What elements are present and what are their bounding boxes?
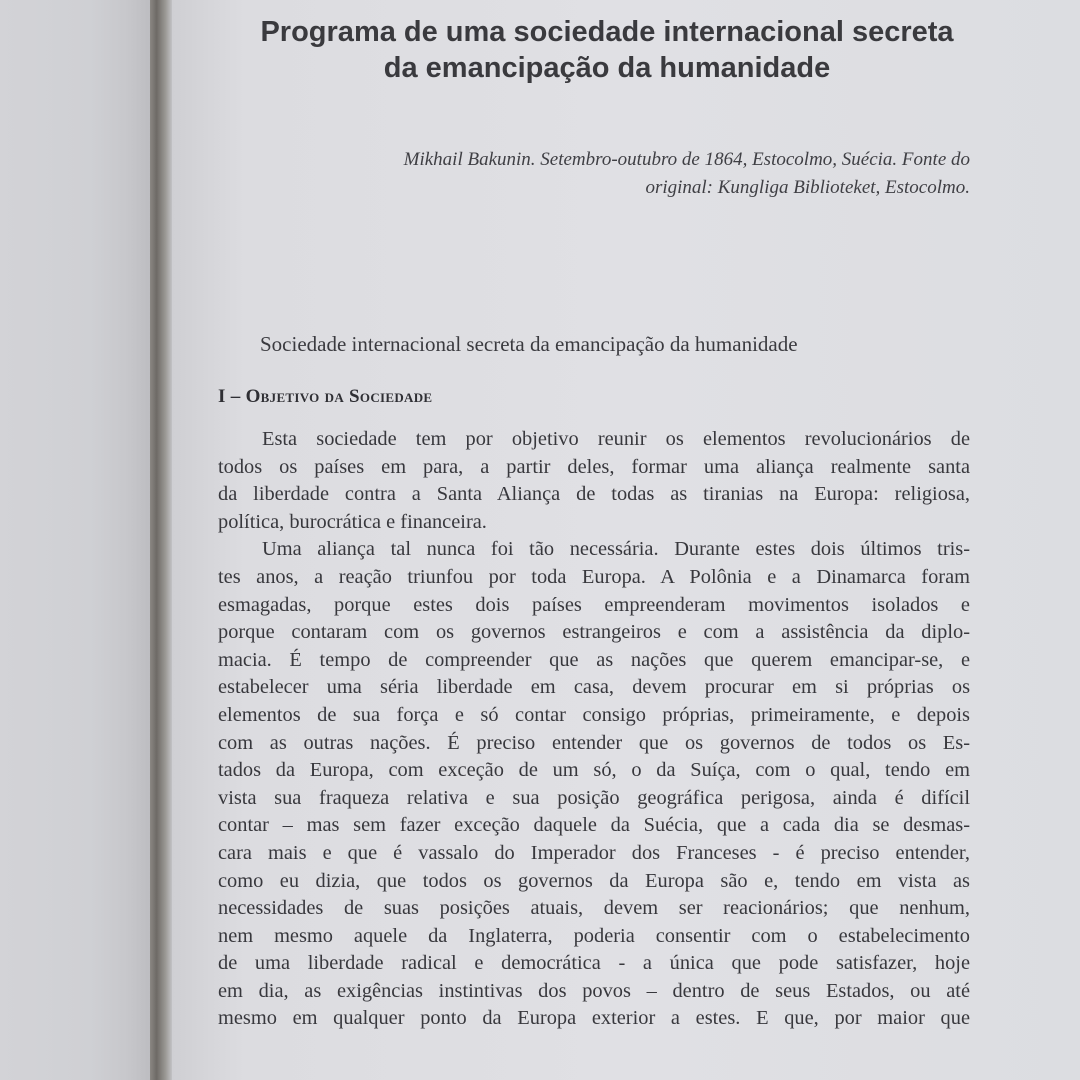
- byline-line-1: Mikhail Bakunin. Setembro-outubro de 1864, Estocolmo, Suécia. Fonte do: [403, 149, 970, 170]
- text-line: estabelecer uma séria liberdade em casa, devem procurar em si próprias os: [218, 676, 970, 699]
- book-page: [172, 0, 1080, 1080]
- text-line: com as outras nações. É preciso entender que os governos de todos os Es-: [218, 731, 970, 754]
- text-line: tados da Europa, com exceção de um só, o da Suíça, com o qual, tendo em: [218, 759, 970, 782]
- source-byline: [270, 146, 970, 202]
- section-heading: I – Objetivo da Sociedade: [218, 386, 433, 407]
- text-line: todos os países em para, a partir deles, formar uma aliança realmente santa: [218, 455, 970, 478]
- text-line: contar – mas sem fazer exceção daquele da Suécia, que a cada dia se desmas-: [218, 814, 970, 837]
- text-line: como eu dizia, que todos os governos da Europa são e, tendo em vista as: [218, 869, 970, 892]
- chapter-title-line-2: da emancipação da humanidade: [383, 52, 831, 84]
- text-line: porque contaram com os governos estrangeiros e com a assistência da diplo-: [218, 621, 970, 644]
- left-page-edge: [0, 0, 150, 1080]
- text-line: macia. É tempo de compreender que as nações que querem emancipar-se, e: [218, 648, 970, 671]
- text-line: esmagadas, porque estes dois países empreenderam movimentos isolados e: [218, 593, 970, 616]
- text-line: necessidades de suas posições atuais, devem ser reacionários; que nenhum,: [218, 897, 970, 920]
- text-line: mesmo em qualquer ponto da Europa exterior a estes. E que, por maior que: [218, 1007, 970, 1030]
- chapter-title: [212, 14, 1002, 86]
- text-line: política, burocrática e financeira.: [218, 510, 487, 533]
- byline-line-2: original: Kungliga Biblioteket, Estocolmo.: [645, 177, 970, 198]
- text-line: em dia, as exigências instintivas dos povos – dentro de seus Estados, ou até: [218, 979, 970, 1002]
- text-line: nem mesmo aquele da Inglaterra, poderia consentir com o estabelecimento: [218, 924, 970, 947]
- text-line: de uma liberdade radical e democrática - a única que pode satisfazer, hoje: [218, 952, 970, 975]
- text-line: Esta sociedade tem por objetivo reunir os elementos revolucionários de: [262, 428, 970, 450]
- text-line: vista sua fraqueza relativa e sua posição geográfica perigosa, ainda é difícil: [218, 786, 970, 809]
- text-line: elementos de sua força e só contar consigo próprias, primeiramente, e depois: [218, 703, 970, 726]
- chapter-title-line-1: Programa de uma sociedade internacional secreta: [260, 16, 954, 48]
- text-line: da liberdade contra a Santa Aliança de todas as tiranias na Europa: religiosa,: [218, 483, 970, 506]
- body-text: [218, 426, 970, 1033]
- book-gutter: [150, 0, 172, 1080]
- text-line: Uma aliança tal nunca foi tão necessária. Durante estes dois últimos tris-: [262, 538, 970, 561]
- text-line: tes anos, a reação triunfou por toda Europa. A Polônia e a Dinamarca foram: [218, 565, 970, 588]
- text-line: cara mais e que é vassalo do Imperador dos Franceses - é preciso entender,: [218, 841, 970, 864]
- document-subtitle: Sociedade internacional secreta da emancipação da humanidade: [260, 332, 798, 356]
